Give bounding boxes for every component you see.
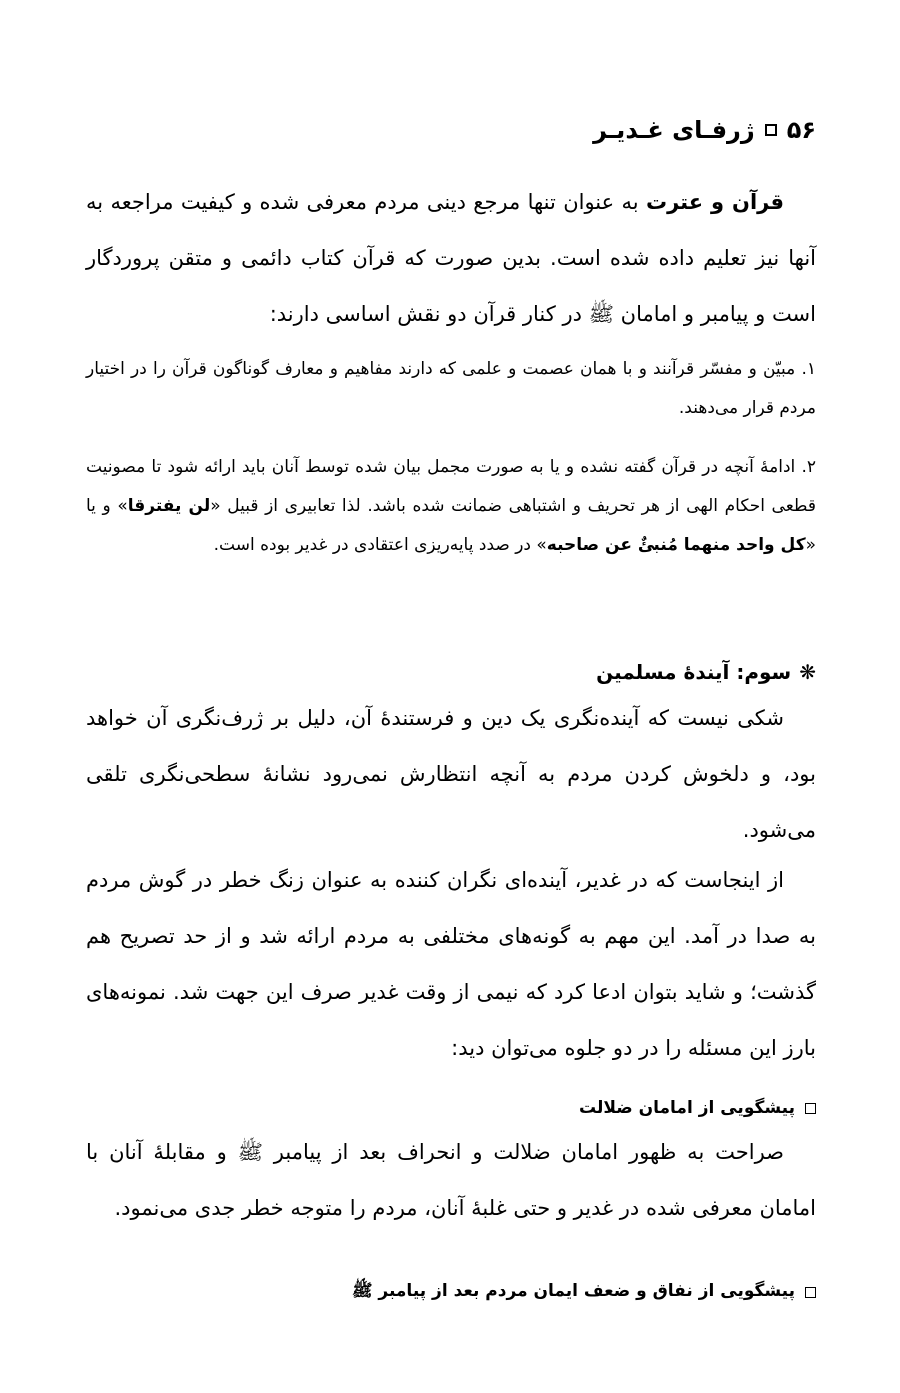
page-header — [593, 112, 816, 148]
quote-kull-wahid: کل واحد منهما مُنبئٌ عن صاحبه — [546, 535, 806, 555]
square-bullet-icon — [805, 1287, 816, 1298]
section-paragraph-1 — [86, 690, 816, 858]
list-item-1 — [86, 350, 816, 428]
subsection-paragraph-1 — [86, 1124, 816, 1236]
intro-text: به عنوان تنها مرجع دینی مردم معرفی شده و کیفیت مراجعه به آنها نیز تعلیم داده شده است. بدین صورت که قرآن کتاب دائمی و متقن پروردگار است و پیامبر و امامان ﷺ در کنار قرآن دو نقش اساسی دارند: — [86, 190, 816, 326]
list-item-2-text-a: ۲. ادامهٔ آنچه در قرآن گفته نشده و یا به صورت مجمل بیان شده توسط آنان باید ارائه شود تا مصونیت قطعی احکام الهی از هر تحریف و اشتباهی ضمانت شده باشد. لذا تعابیری از قبیل « — [86, 457, 816, 516]
subheading-1 — [579, 1098, 816, 1118]
subheading-2 — [352, 1280, 816, 1305]
list-item-2 — [86, 448, 816, 565]
intro-paragraph — [86, 174, 816, 342]
subheading-2-title: پیشگویی از نفاق و ضعف ایمان مردم بعد از پیامبر ﷺ — [351, 1281, 795, 1301]
list-item-2-text-c: » و یا « — [86, 496, 816, 555]
intro-bold-lead: قرآن و عترت — [645, 190, 784, 214]
section-title: سوم: آیندهٔ مسلمین — [596, 660, 792, 684]
section-heading — [596, 660, 816, 684]
book-title: ژرفـای غـدیـر — [593, 116, 755, 144]
section-paragraph-1-text: شکی نیست که آینده‌نگری یک دین و فرستندهٔ آن، دلیل بر ژرف‌نگری آن خواهد بود، و دلخوش کردن مردم به آنچه انتظارش نمی‌رود نشانهٔ سطحی‌نگری تلقی می‌شود. — [86, 706, 816, 842]
square-bullet-icon — [805, 1103, 816, 1114]
subheading-1-title: پیشگویی از امامان ضلالت — [579, 1098, 795, 1118]
list-item-2-text-d: » در صدد پایه‌ریزی اعتقادی در غدیر بوده است. — [213, 535, 547, 555]
square-bullet-icon — [765, 124, 777, 136]
star-icon: ❋ — [799, 660, 816, 684]
section-paragraph-2-text: از اینجاست که در غدیر، آینده‌ای نگران کننده به عنوان زنگ خطر در گوش مردم به صدا در آمد. این مهم به گونه‌های مختلفی به مردم ارائه شد و از حد تصریح هم گذشت؛ و شاید بتوان ادعا کرد که نیمی از وقت غدیر صرف این جهت شد. نمونه‌های بارز این مسئله را در دو جلوه می‌توان دید: — [86, 868, 816, 1060]
list-item-1-text: ۱. مبیّن و مفسّر قرآنند و با همان عصمت و علمی که دارند مفاهیم و معارف گوناگون قرآن را در اختیار مردم قرار می‌دهند. — [86, 359, 816, 418]
section-paragraph-2 — [86, 852, 816, 1076]
quote-lan-yaftariqa: لن یفترقا — [127, 496, 211, 516]
page-number: ۵۶ — [786, 116, 816, 144]
subsection-paragraph-1-text: صراحت به ظهور امامان ضلالت و انحراف بعد از پیامبر ﷺ و مقابلهٔ آنان با امامان معرفی شده در غدیر و حتی غلبهٔ آنان، مردم را متوجه خطر جدی می‌نمود. — [86, 1140, 816, 1220]
